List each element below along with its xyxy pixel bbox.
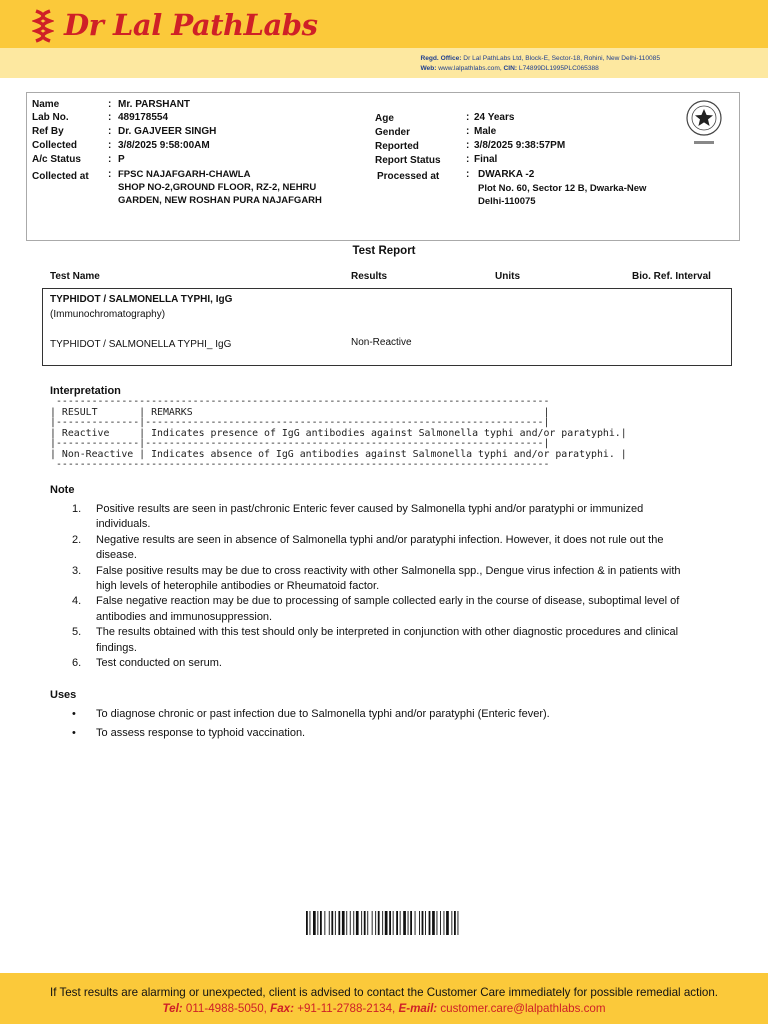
barcode-bar — [364, 911, 366, 935]
collected-at-line3: GARDEN, NEW ROSHAN PURA NAJAFGARH — [118, 195, 322, 206]
barcode-bar — [306, 911, 308, 935]
barcode-bar — [422, 911, 424, 935]
barcode-bar — [372, 911, 373, 935]
note-text: Positive results are seen in past/chronic Enteric fever caused by Salmonella typhi and/or paratyphi or immunized individuals. — [96, 503, 644, 531]
barcode-icon — [306, 911, 459, 935]
colon: : — [108, 99, 112, 110]
colon: : — [466, 140, 470, 151]
report-title: Test Report — [352, 245, 416, 257]
barcode-bar — [356, 911, 359, 935]
test-method: (Immunochromatography) — [50, 309, 166, 320]
accreditation-seal-icon — [684, 98, 724, 148]
processed-at-label: Processed at — [377, 171, 440, 182]
processed-at-line2: Plot No. 60, Sector 12 B, Dwarka-New — [478, 183, 647, 194]
collected-date: 3/8/2025 9:58:00AM — [118, 140, 210, 151]
reported-label: Reported — [375, 141, 419, 152]
note-item — [60, 594, 700, 625]
barcode-bar — [429, 911, 431, 935]
processed-at-line1: DWARKA -2 — [478, 169, 535, 180]
barcode-bar — [346, 911, 347, 935]
barcode-bar — [310, 911, 311, 935]
col-header-test-name: Test Name — [50, 271, 100, 282]
barcode-bar — [361, 911, 362, 935]
barcode-bar — [367, 911, 368, 935]
note-item — [60, 564, 700, 595]
email-address: customer.care@lalpathlabs.com — [437, 1002, 606, 1015]
barcode-bar — [425, 911, 426, 935]
colon: : — [108, 112, 112, 123]
barcode-bar — [335, 911, 336, 935]
barcode-bar — [385, 911, 388, 935]
barcode-bar — [378, 911, 380, 935]
barcode-bar — [350, 911, 351, 935]
ref-label: Ref By — [32, 126, 64, 137]
colon: : — [108, 126, 112, 137]
result-value: Non-Reactive — [351, 337, 412, 348]
note-number: 5. — [72, 626, 82, 639]
collected-at-line1: FPSC NAJAFGARH-CHAWLA — [118, 169, 251, 180]
colon: : — [108, 154, 112, 165]
col-header-units: Units — [495, 271, 520, 282]
brand-title: Dr Lal PathLabs — [64, 8, 318, 42]
note-text: The results obtained with this test should only be interpreted in conjunction with other diagnostic procedures and clinical findings. — [96, 626, 679, 654]
note-number: 6. — [72, 657, 82, 670]
barcode-bar — [382, 911, 383, 935]
test-line: TYPHIDOT / SALMONELLA TYPHI_ IgG — [50, 339, 232, 350]
barcode-bar — [408, 911, 409, 935]
processed-at-line3: Delhi-110075 — [478, 196, 536, 207]
lab-number: 489178554 — [118, 112, 169, 123]
barcode-bar — [446, 911, 449, 935]
barcode-bar — [393, 911, 394, 935]
barcode-bar — [415, 911, 416, 935]
colon: : — [108, 169, 112, 180]
ac-status: P — [118, 154, 125, 165]
ac-status-label: A/c Status — [32, 154, 81, 165]
barcode-bar — [444, 911, 445, 935]
interpretation-heading: Interpretation — [50, 385, 121, 397]
barcode-bar — [338, 911, 340, 935]
use-item — [60, 707, 700, 722]
barcode-bar — [440, 911, 441, 935]
footer-advice: If Test results are alarming or unexpected, client is advised to contact the Customer Care immediately for possible remedial action. — [49, 986, 719, 999]
barcode-bar — [403, 911, 406, 935]
barcode-bar — [375, 911, 376, 935]
barcode-bar — [454, 911, 456, 935]
bullet: • — [72, 727, 76, 739]
barcode-bar — [313, 911, 316, 935]
note-text: Test conducted on serum. — [96, 657, 222, 670]
note-number: 1. — [72, 503, 82, 515]
collected-at-label: Collected at — [32, 171, 89, 182]
note-text: Negative results are seen in absence of Salmonella typhi and/or paratyphi infection. However, it does not rule out the disease. — [96, 533, 664, 562]
note-item — [60, 502, 700, 533]
colon: : — [466, 169, 470, 180]
barcode-bar — [331, 911, 333, 935]
colon: : — [108, 140, 112, 151]
collected-at-line2: SHOP NO-2,GROUND FLOOR, RZ-2, NEHRU — [118, 182, 317, 193]
barcode-bar — [320, 911, 322, 935]
barcode-bar — [389, 911, 391, 935]
barcode-bar — [396, 911, 398, 935]
barcode-bar — [458, 911, 459, 935]
note-item — [60, 533, 700, 564]
barcode-bar — [419, 911, 420, 935]
barcode-bar — [353, 911, 354, 935]
gender-label: Gender — [375, 127, 411, 138]
report-status-label: Report Status — [375, 155, 441, 166]
report-status: Final — [474, 154, 498, 165]
patient-name: Mr. PARSHANT — [118, 99, 191, 110]
note-item — [60, 625, 700, 656]
barcode-bar — [329, 911, 330, 935]
barcode-bar — [451, 911, 452, 935]
name-label: Name — [32, 99, 60, 110]
note-number: 2. — [72, 533, 82, 546]
use-text: To diagnose chronic or past infection due to Salmonella typhi and/or paratyphi (Enteric fever). — [96, 708, 550, 720]
col-header-ref-interval: Bio. Ref. Interval — [632, 271, 711, 282]
uses-heading: Uses — [50, 689, 77, 701]
bullet: • — [72, 708, 76, 720]
age: 24 Years — [474, 112, 515, 123]
collected-label: Collected — [32, 140, 78, 151]
age-label: Age — [375, 113, 394, 124]
note-number: 4. — [72, 595, 82, 608]
barcode-bar — [317, 911, 318, 935]
note-text: False negative reaction may be due to processing of sample collected early in the course of disease, suboptimal level of antibodies and immunosuppression. — [96, 595, 680, 623]
fax-label: Fax: — [270, 1002, 294, 1015]
reported-date: 3/8/2025 9:38:57PM — [474, 140, 566, 151]
fax-number: +91-11-2788-2134, — [293, 1002, 399, 1015]
use-item — [60, 726, 700, 741]
barcode-bar — [437, 911, 438, 935]
note-list — [60, 502, 700, 671]
barcode-bar — [324, 911, 325, 935]
col-header-results: Results — [351, 271, 388, 282]
colon: : — [466, 112, 470, 123]
test-heading: TYPHIDOT / SALMONELLA TYPHI, IgG — [50, 294, 233, 305]
note-text: False positive results may be due to cross reactivity with other Salmonella spp., Dengue virus infection & in patients with high levels of heterophile antibodies or Rheumatoid factor. — [96, 564, 681, 593]
ref-doctor: Dr. GAJVEER SINGH — [118, 126, 217, 137]
interpretation-table: ----------------------------------------------------------------------------------- | RESULT | REMARKS | |--------------|-------------------------------------------------------------------| | Reactive | Indicates presence of IgG antibodies against Salmonella typhi and/or paratyphi.| |--------------|-------------------------------------------------------------------| | Non-Reactive | Indicates absence of IgG antibodies against Salmonella typhi and/or paratyphi. | ----------------------------------------------------------------------------------- — [50, 396, 627, 470]
barcode-bar — [400, 911, 401, 935]
barcode-bar — [342, 911, 345, 935]
lab-label: Lab No. — [32, 112, 69, 123]
dna-logo-icon — [32, 9, 54, 43]
barcode-bar — [410, 911, 412, 935]
note-heading: Note — [50, 484, 75, 496]
colon: : — [466, 126, 470, 137]
uses-list — [60, 707, 700, 745]
gender: Male — [474, 126, 497, 137]
use-text: To assess response to typhoid vaccination. — [96, 727, 306, 739]
email-label: E-mail: — [398, 1002, 438, 1015]
tel-label: Tel: — [162, 1002, 183, 1015]
tel-number: 011-4988-5050, — [182, 1002, 271, 1015]
registered-office: Regd. Office: Dr Lal PathLabs Ltd, Block-E, Sector-18, Rohini, New Delhi-110085 Web: www.lalpathlabs.com, CIN: L74899DL1995PLC065388 — [420, 55, 660, 72]
colon: : — [466, 154, 470, 165]
footer-contact — [0, 1002, 768, 1015]
barcode-bar — [432, 911, 435, 935]
note-item — [60, 656, 700, 671]
note-number: 3. — [72, 564, 82, 577]
